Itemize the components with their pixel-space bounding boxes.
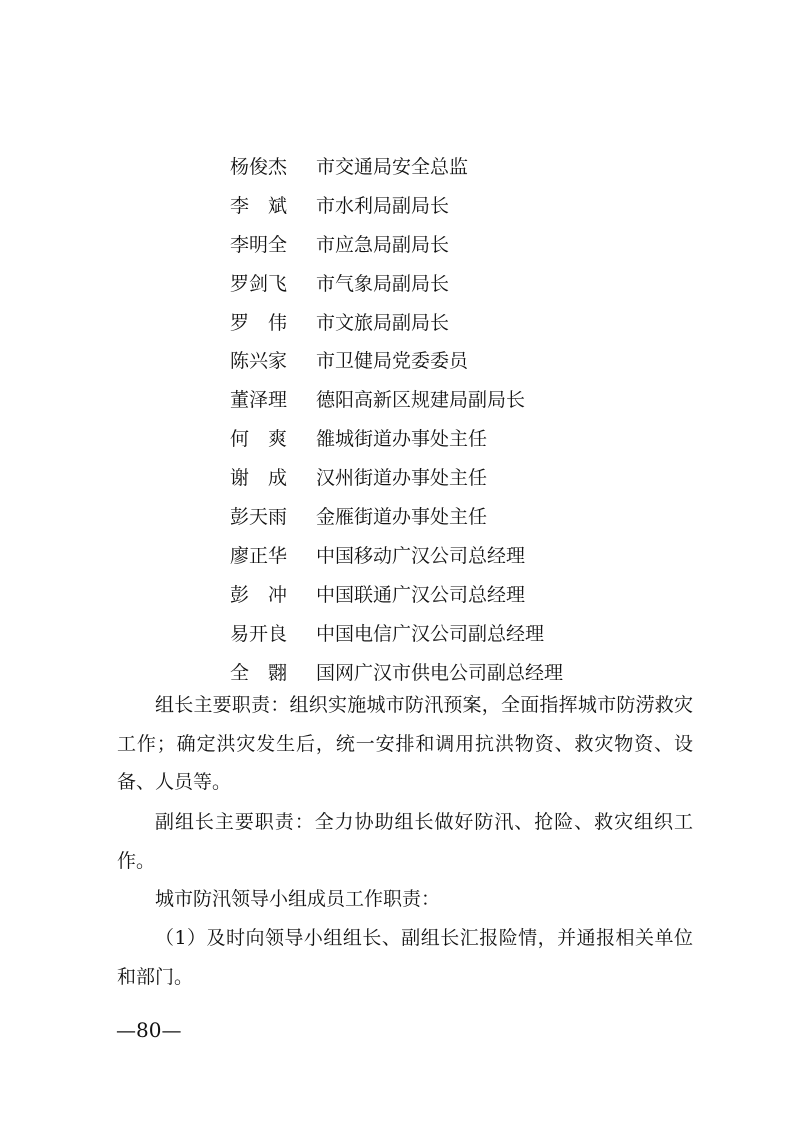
member-title: 市文旅局副局长 (316, 311, 450, 334)
member-title: 中国联通广汉公司总经理 (316, 583, 526, 606)
member-row (230, 302, 730, 341)
member-title: 市交通局安全总监 (316, 155, 469, 178)
member-row (230, 574, 730, 613)
member-title: 金雁街道办事处主任 (316, 505, 488, 528)
member-title: 中国电信广汉公司副总经理 (316, 622, 545, 645)
member-name: 杨俊杰 (230, 155, 288, 178)
member-title: 市气象局副局长 (316, 272, 450, 295)
member-title: 德阳高新区规建局副局长 (316, 389, 526, 412)
member-row (230, 457, 730, 496)
member-name: 全 翾 (230, 661, 288, 684)
member-row (230, 496, 730, 535)
member-name: 董泽理 (230, 389, 288, 412)
duty-item-1: （1）及时向领导小组组长、副组长汇报险情，并通报相关单位和部门。 (117, 927, 693, 988)
member-name: 廖正华 (230, 544, 288, 567)
members-duty-heading: 城市防汛领导小组成员工作职责： (155, 888, 441, 910)
member-title: 国网广汉市供电公司副总经理 (316, 661, 564, 684)
member-row (230, 613, 730, 652)
member-row (230, 418, 730, 457)
member-name: 彭天雨 (230, 505, 288, 528)
member-name: 彭 冲 (230, 583, 288, 606)
member-row (230, 340, 730, 379)
member-row (230, 185, 730, 224)
member-row (230, 263, 730, 302)
member-title: 中国移动广汉公司总经理 (316, 544, 526, 567)
member-title: 市卫健局党委委员 (316, 350, 469, 373)
member-name: 陈兴家 (230, 350, 288, 373)
member-title: 汉州街道办事处主任 (316, 467, 488, 490)
member-row (230, 224, 730, 263)
member-list (230, 146, 730, 690)
page-number: —80— (116, 1018, 182, 1042)
member-name: 李 斌 (230, 194, 288, 217)
member-name: 罗 伟 (230, 311, 288, 334)
member-name: 罗剑飞 (230, 272, 288, 295)
member-row (230, 652, 730, 691)
leader-duty-paragraph: 组长主要职责：组织实施城市防汛预案，全面指挥城市防涝救灾工作；确定洪灾发生后，统一安排和调用抗洪物资、救灾物资、设备、人员等。 (117, 694, 693, 793)
member-row (230, 379, 730, 418)
member-title: 雒城街道办事处主任 (316, 428, 488, 451)
member-name: 李明全 (230, 233, 288, 256)
member-row (230, 146, 730, 185)
member-title: 市应急局副局长 (316, 233, 450, 256)
member-row (230, 535, 730, 574)
member-name: 何 爽 (230, 428, 288, 451)
member-name: 谢 成 (230, 467, 288, 490)
member-name: 易开良 (230, 622, 288, 645)
deputy-duty-paragraph: 副组长主要职责：全力协助组长做好防汛、抢险、救灾组织工作。 (117, 811, 693, 872)
member-title: 市水利局副局长 (316, 194, 450, 217)
